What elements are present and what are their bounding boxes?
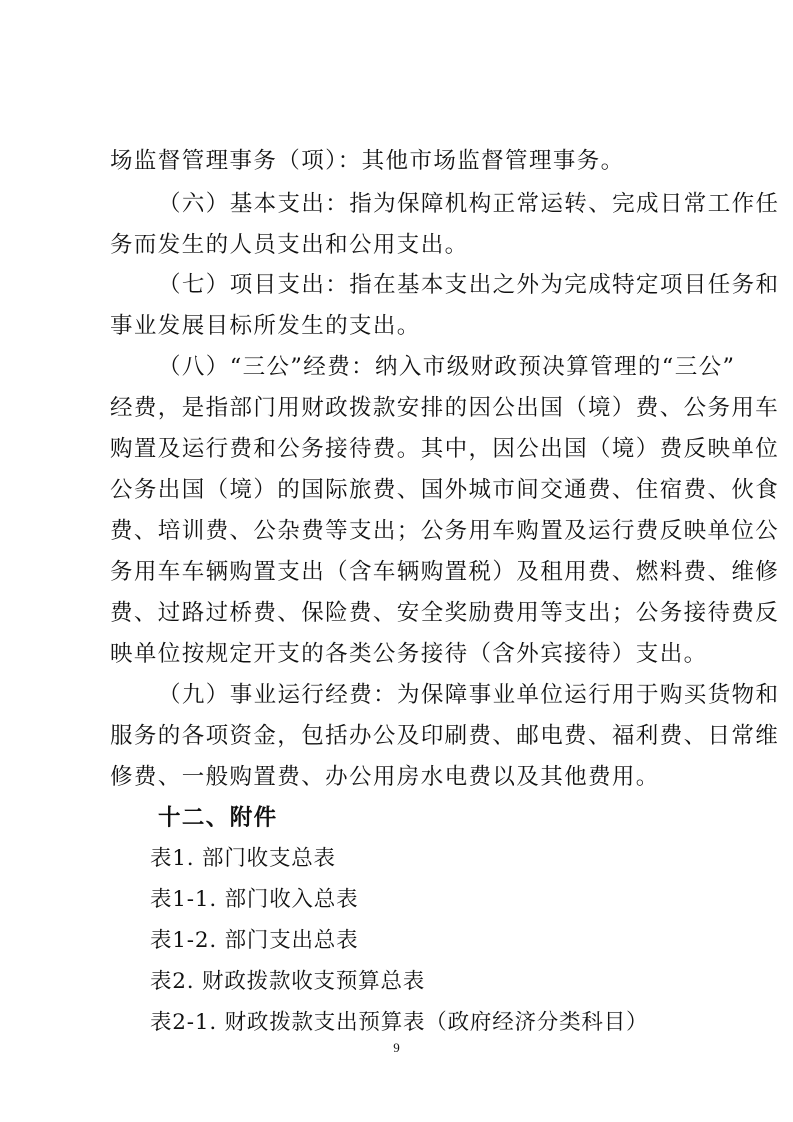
body-line: 公务出国（境）的国际旅费、国外城市间交通费、住宿费、伙食 (110, 477, 780, 503)
body-line: 务而发生的人员支出和公用支出。 (110, 232, 469, 258)
body-line: 费、过路过桥费、保险费、安全奖励费用等支出；公务接待费反 (110, 600, 780, 626)
body-line: （六）基本支出：指为保障机构正常运转、完成日常工作任 (158, 191, 780, 217)
body-line: 事业发展目标所发生的支出。 (110, 313, 421, 339)
body-line: （七）项目支出：指在基本支出之外为完成特定项目任务和 (158, 272, 780, 298)
attachment-item: 表2. 财政拨款收支预算总表 (150, 969, 426, 994)
body-line: 映单位按规定开支的各类公务接待（含外宾接待）支出。 (110, 641, 708, 667)
attachment-item: 表2-1. 财政拨款支出预算表（政府经济分类科目） (150, 1010, 649, 1035)
page-number: 9 (393, 1040, 400, 1055)
section-heading: 十二、附件 (158, 805, 278, 831)
attachment-item: 表1-1. 部门收入总表 (150, 887, 359, 912)
attachment-item: 表1-2. 部门支出总表 (150, 928, 359, 953)
attachment-item: 表1. 部门收支总表 (150, 846, 336, 871)
body-line: 服务的各项资金，包括办公及印刷费、邮电费、福利费、日常维 (110, 723, 780, 749)
body-line: 务用车车辆购置支出（含车辆购置税）及租用费、燃料费、维修 (110, 559, 780, 585)
body-line: （八）“三公”经费：纳入市级财政预决算管理的“三公” (158, 354, 736, 380)
body-line: 购置及运行费和公务接待费。其中，因公出国（境）费反映单位 (110, 436, 780, 462)
body-line: 经费，是指部门用财政拨款安排的因公出国（境）费、公务用车 (110, 395, 780, 421)
body-line: 费、培训费、公杂费等支出；公务用车购置及运行费反映单位公 (110, 518, 780, 544)
body-line: （九）事业运行经费：为保障事业单位运行用于购买货物和 (158, 682, 780, 708)
body-line: 场监督管理事务（项）：其他市场监督管理事务。 (110, 148, 625, 174)
body-line: 修费、一般购置费、办公用房水电费以及其他费用。 (110, 764, 660, 790)
